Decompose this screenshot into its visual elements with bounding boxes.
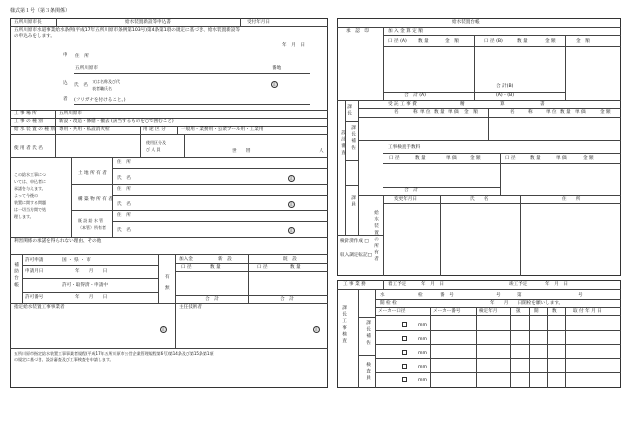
inspect-qty: 数 量 xyxy=(415,156,426,161)
contract-gold: 金 額 xyxy=(576,39,590,44)
consent-line1: この給水工事につ xyxy=(14,172,46,177)
old-label: 既 設 xyxy=(283,257,297,262)
source-seal-icon: 印 xyxy=(289,228,294,233)
body-text-line1: 五所川原市水道事業給水条例(平成17年五所川原市条例第103号)第4条第1項の規定に基づき、給水装置新設等 xyxy=(14,28,240,33)
meter-bore: 開 栓 栓 xyxy=(380,301,397,306)
inspect-unit-r: 単 価 xyxy=(556,156,567,161)
contract-amount-a: 金 額 xyxy=(445,39,459,44)
supply-type-value: 専用・共用・私設消火栓 xyxy=(59,127,110,132)
fee-col-name2-r: 称 xyxy=(528,110,533,115)
application-date: 年 月 日 xyxy=(282,43,305,48)
permit-number-ym: 年 月 日 xyxy=(75,295,108,300)
contractor-label: 指定給水装置工事事業者 xyxy=(14,305,65,310)
address-label: 住 所 xyxy=(75,54,89,59)
new-total: 合 計 xyxy=(205,297,219,302)
stamp-mm-3: mm xyxy=(418,351,427,356)
start-label: 着工予定 xyxy=(388,282,407,287)
applicant-label3: 者 xyxy=(63,97,68,102)
stamp-box-3[interactable] xyxy=(402,350,407,355)
meter-maker: メーカー口径 xyxy=(378,309,406,314)
form-title: 給水装置新設等申込書 xyxy=(125,20,171,25)
fee-col-unit: 単 位 xyxy=(420,110,431,115)
inspect-diam: 口 径 xyxy=(389,156,400,161)
old-qty: 数 量 xyxy=(290,265,301,270)
inspect-total: 合 計 xyxy=(404,188,418,193)
building-owner-label: 構 築 物 所 有 者 xyxy=(78,197,113,202)
applicant-label: 申 xyxy=(63,53,68,58)
consent-line7: 理します。 xyxy=(14,214,34,219)
furigana-note: (フリガナを付けること。) xyxy=(74,98,126,103)
land-owner-label: 土 地 所 有 者 xyxy=(78,171,107,176)
contract-title: 加 入 金 算 定 額 xyxy=(388,29,423,34)
change-date-label: 変更年月日 xyxy=(394,197,417,202)
apply-date-value: 年 月 日 xyxy=(75,269,108,274)
stamp-mm-5: mm xyxy=(418,378,427,383)
stamp-mm-2: mm xyxy=(418,337,427,342)
consent-line5: 装置に関する問題 xyxy=(14,200,46,205)
meter-maker2: メーカー番号 xyxy=(433,309,461,314)
fee-col-name-r: 名 xyxy=(510,110,515,115)
assistant-col: 課長補佐 xyxy=(365,320,371,347)
owner-name-label: 氏 名 xyxy=(470,197,489,202)
work-label: 工 事 業 務 xyxy=(343,282,366,287)
fee-col-price-r: 単 価 xyxy=(575,110,586,115)
meter-loc: 第 xyxy=(517,293,522,298)
assistant-chief-col: 課長補佐 xyxy=(350,125,356,152)
meter-sub: 扱 xyxy=(516,309,521,314)
source-name: 氏 名 xyxy=(117,228,131,233)
meter-number: 番 号 xyxy=(440,293,454,298)
contract-qty-a: 数 量 xyxy=(418,39,429,44)
source-owner-b: （本管）所有者 xyxy=(78,225,106,230)
contract-subtotal-a: 合 計 (A) xyxy=(404,93,426,98)
receipt-date-label: 受付年月日 xyxy=(247,20,270,25)
end-label: 竣工予定 xyxy=(509,282,528,287)
building-addr: 住 所 xyxy=(117,187,131,192)
name-note-a: 又は名称及び代 xyxy=(92,79,120,84)
apply-date-label: 申請月日 xyxy=(25,269,44,274)
fee-a: 精 xyxy=(460,102,465,107)
no-consent-reason: 利害関係の承諾を得られない理由、その他 xyxy=(14,239,102,244)
building-seal-icon: 印 xyxy=(289,202,294,207)
contract-qty-b: 数 量 xyxy=(517,39,528,44)
stamp-mm-4: mm xyxy=(418,365,427,370)
fee-b: 算 xyxy=(500,102,505,107)
name-note-b: 表者職氏名 xyxy=(92,86,112,91)
deposit-label: 加入金 xyxy=(179,257,193,262)
meter-date-cap: 取 付 年 月 日 xyxy=(573,309,602,314)
land-addr: 住 所 xyxy=(117,160,131,165)
name-label: 氏 名 xyxy=(74,83,88,88)
meter-bore-value: 年 月 日開栓を願いします。 xyxy=(490,301,564,306)
fee-col-qty-r: 数 量 xyxy=(560,110,571,115)
new-qty: 数 量 xyxy=(210,265,221,270)
inspect-diam-r: 口 径 xyxy=(505,156,516,161)
fee-col-price: 単 価 xyxy=(448,110,459,115)
applicant-label2: 込 xyxy=(63,81,68,86)
inspect-unit: 単 価 xyxy=(446,156,457,161)
remark-no: 無 xyxy=(165,286,170,291)
body-text-line2: の申込みをします。 xyxy=(14,34,55,39)
contract-diam-a: 口 径 (A) xyxy=(388,39,407,44)
chief-engineer-label: 主任技術者 xyxy=(179,305,202,310)
meter-no: 号 xyxy=(496,293,501,298)
meter-water: 水 xyxy=(380,293,385,298)
source-owner-a: 既 設 給 水 管 xyxy=(78,218,104,223)
stamp-box-5[interactable] xyxy=(402,377,407,382)
meter-open: 開 xyxy=(534,309,539,314)
design-review-col: 設計審査 xyxy=(340,130,346,157)
address-prefix: 五所川原市 xyxy=(75,66,98,71)
inspect-col: 課長工事検査 xyxy=(341,305,347,345)
consent-line3: 承諾を与えます。 xyxy=(14,186,46,191)
office-label: 五所川原市長 xyxy=(14,20,42,25)
stamp-mm-1: mm xyxy=(418,323,427,328)
start-ym: 年 月 日 xyxy=(421,282,444,287)
consent-line6: は一切当方関で処 xyxy=(14,207,46,212)
work-kind-value: 新設・改造・修繕・撤去 (該当するものを○で囲むこと) xyxy=(59,119,174,124)
stamp-box-2[interactable] xyxy=(402,336,407,341)
permit-status: 許可・取得済・申請中 xyxy=(62,283,108,288)
source-addr: 住 所 xyxy=(117,213,131,218)
permit-number: 許可番号 xyxy=(25,295,44,300)
fee-c: 書 xyxy=(540,102,545,107)
approval-seal-label: 承 認 印 xyxy=(346,29,369,34)
contract-diff: (A) - (B) xyxy=(496,93,515,98)
meter-check-cap: 検定年月 xyxy=(479,309,498,314)
new-diam: 口 径 xyxy=(181,265,192,270)
supply-type-label: 給 水 装 置 の 種 別 xyxy=(14,127,55,132)
fee-col-name2: 称 xyxy=(413,110,418,115)
user-type-b: び 人 員 xyxy=(146,147,161,152)
subsidy-col: 補助台帳 xyxy=(13,262,19,289)
land-seal-icon: 印 xyxy=(289,176,294,181)
staff-col: 課員 xyxy=(350,195,356,209)
fee-title: 受 託 工 事 費 xyxy=(388,102,417,107)
consent-line4: よって今後の xyxy=(14,193,38,198)
permit-request: 許可申請 xyxy=(25,258,44,263)
applicant-seal-icon: 印 xyxy=(272,82,277,87)
land-name: 氏 名 xyxy=(117,176,131,181)
inspect-qty-r: 数 量 xyxy=(530,156,541,161)
inspect-amount-r: 金 額 xyxy=(583,156,594,161)
contract-amount-b: 金 額 xyxy=(545,39,556,44)
meter-flow: 数 xyxy=(552,309,557,314)
ledger-title: 給水装置台帳 xyxy=(452,20,480,25)
household-label: 世 帯 xyxy=(232,149,251,154)
footer-line2: の規定に基づき、設計審査及び工事検査を申請します。 xyxy=(14,357,114,362)
consent-line2: いては、申込者に xyxy=(14,179,46,184)
fee-col-amount: 金 額 xyxy=(464,110,478,115)
form-number: 様式第１号（第３条関係） xyxy=(10,8,71,14)
use-class-label: 用 途 区 分 xyxy=(143,127,166,132)
footer-line1: 五所川原市指定給水装置工事事業者規程(平成17年五所川原市公営企業管理規程第6号)第14条及び第15条第1項 xyxy=(14,351,214,356)
contractor-seal-icon: 印 xyxy=(161,327,166,332)
inspect-check: 検針済作成 □ xyxy=(340,239,369,244)
old-diam: 口 径 xyxy=(257,265,268,270)
work-location-value: 五所川原市 xyxy=(59,111,82,116)
chief-seal-icon: 印 xyxy=(314,327,319,332)
supply-owner-col: 給水装置の所有者 xyxy=(373,210,379,263)
user-name-label: 使 用 者 氏 名 xyxy=(14,146,43,151)
old-total: 合 計 xyxy=(280,297,294,302)
user-type-a: 使用区分及 xyxy=(146,140,166,145)
address-suffix: 番地 xyxy=(272,66,282,71)
inspect-amount: 金 額 xyxy=(470,156,481,161)
ledger-form xyxy=(337,18,621,276)
stamp-box-1[interactable] xyxy=(402,322,407,327)
owner-addr-label: 住 所 xyxy=(562,197,581,202)
meter-check: 栓 xyxy=(418,293,423,298)
inspect-title: 工事検査手数料 xyxy=(388,145,421,150)
fee-col-amount-r: 金 額 xyxy=(600,110,611,115)
contract-diam-b: 口 径 (B) xyxy=(484,39,503,44)
fee-col-unit-r: 単 位 xyxy=(546,110,557,115)
fee-col-name: 名 xyxy=(394,110,399,115)
inspector-col: 検査員 xyxy=(365,362,371,382)
stamp-box-4[interactable] xyxy=(402,364,407,369)
end-ym: 年 月 日 xyxy=(545,282,568,287)
section-chief-col: 課長 xyxy=(346,104,352,118)
persons-label: 人 xyxy=(319,149,324,154)
work-kind-label: 工 事 の 種 別 xyxy=(14,119,43,124)
use-class-value: 一般用・業務用・公衆プール用・工業用 xyxy=(181,127,264,132)
permit-kuni: 国 ・ 県 ・ 市 xyxy=(62,258,91,263)
revenue-check: 収入調定転記□ xyxy=(340,253,372,258)
meter-num: 号 xyxy=(578,293,583,298)
building-name: 氏 名 xyxy=(117,202,131,207)
work-location-label: 工 事 場 所 xyxy=(14,111,37,116)
remark-yes: 有 xyxy=(165,275,170,280)
contract-subtotal-b: 合 計(B) xyxy=(496,84,514,89)
new-label: 新 設 xyxy=(218,257,232,262)
fee-col-qty: 数 量 xyxy=(434,110,445,115)
